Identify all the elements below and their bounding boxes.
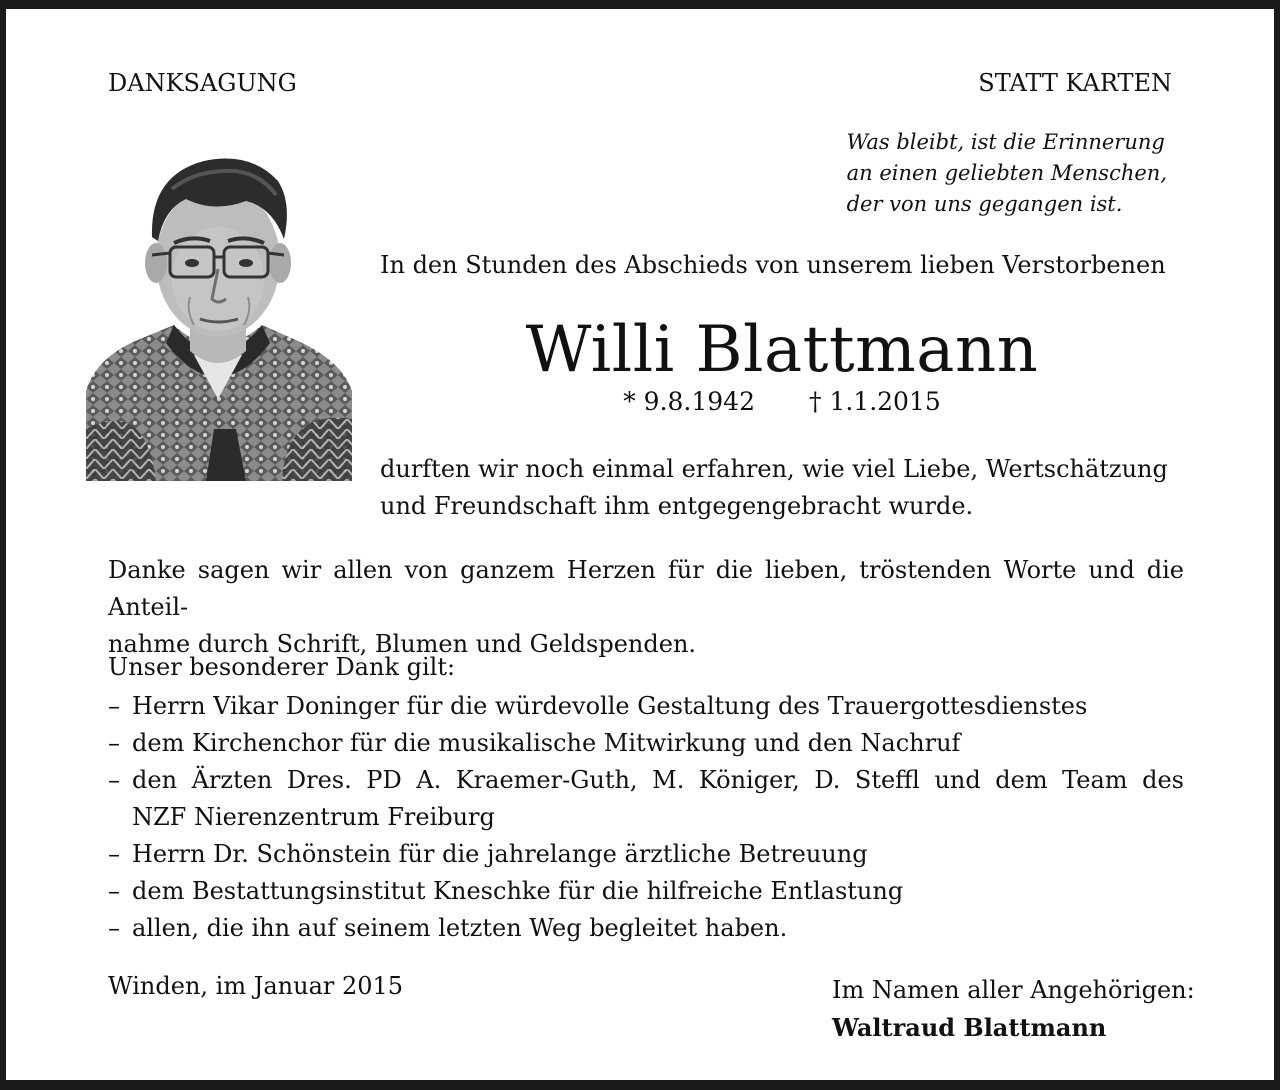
quote-line: Was bleibt, ist die Erinnerung <box>846 130 1165 154</box>
place-and-date: Winden, im Januar 2015 <box>108 972 404 1000</box>
death-date: † 1.1.2015 <box>809 387 941 416</box>
special-thanks-title: Unser besonderer Dank gilt: <box>108 653 456 681</box>
header-statt-karten: STATT KARTEN <box>978 69 1172 97</box>
deceased-name: Willi Blattmann <box>525 313 1039 387</box>
portrait-photo <box>86 129 352 481</box>
list-item <box>108 688 1184 725</box>
quote <box>847 127 1167 220</box>
list-item <box>108 762 1184 836</box>
birth-date: * 9.8.1942 <box>623 387 755 416</box>
on-behalf-text: Im Namen aller Angehörigen: <box>832 976 1195 1004</box>
paragraph-thanks <box>108 552 1184 663</box>
dash-bullet: – <box>108 766 120 794</box>
dash-bullet: – <box>108 914 120 942</box>
quote-line: der von uns gegangen ist. <box>846 192 1123 216</box>
list-item <box>108 725 1184 762</box>
signature-block <box>832 972 1195 1046</box>
dash-bullet: – <box>108 692 120 720</box>
dash-bullet: – <box>108 840 120 868</box>
list-item <box>108 910 1184 947</box>
list-item-text: allen, die ihn auf seinem letzten Weg begleitet haben. <box>132 914 788 942</box>
list-item-text: dem Kirchenchor für die musikalische Mitwirkung und den Nachruf <box>132 729 961 757</box>
list-item-text-continued: NZF Nierenzentrum Freiburg <box>132 803 495 831</box>
list-item-text: Herrn Dr. Schönstein für die jahrelange ärztliche Betreuung <box>132 840 868 868</box>
list-item <box>108 873 1184 910</box>
list-item-text: den Ärzten Dres. PD A. Kraemer-Guth, M. Königer, D. Steffl und dem Team des <box>132 766 1184 794</box>
quote-line: an einen geliebten Menschen, <box>846 161 1167 185</box>
dash-bullet: – <box>108 729 120 757</box>
list-item-text: Herrn Vikar Doninger für die würdevolle Gestaltung des Trauergottesdienstes <box>132 692 1088 720</box>
header-danksagung: DANKSAGUNG <box>108 69 297 97</box>
list-item-text: dem Bestattungsinstitut Kneschke für die hilfreiche Entlastung <box>132 877 904 905</box>
dash-bullet: – <box>108 877 120 905</box>
paragraph-line: nahme durch Schrift, Blumen und Geldspenden. <box>108 630 697 658</box>
intro-text: In den Stunden des Abschieds von unserem lieben Verstorbenen <box>380 251 1166 279</box>
paragraph-line: und Freundschaft ihm entgegengebracht wurde. <box>380 492 974 520</box>
paragraph-line: durften wir noch einmal erfahren, wie viel Liebe, Wertschätzung <box>380 455 1168 483</box>
life-dates <box>380 387 1184 416</box>
list-item <box>108 836 1184 873</box>
paragraph-experience <box>380 451 1168 525</box>
special-thanks-list <box>108 688 1184 947</box>
signature-name: Waltraud Blattmann <box>832 1013 1107 1042</box>
paragraph-line: Danke sagen wir allen von ganzem Herzen für die lieben, tröstenden Worte und die Anteil- <box>108 556 1184 621</box>
